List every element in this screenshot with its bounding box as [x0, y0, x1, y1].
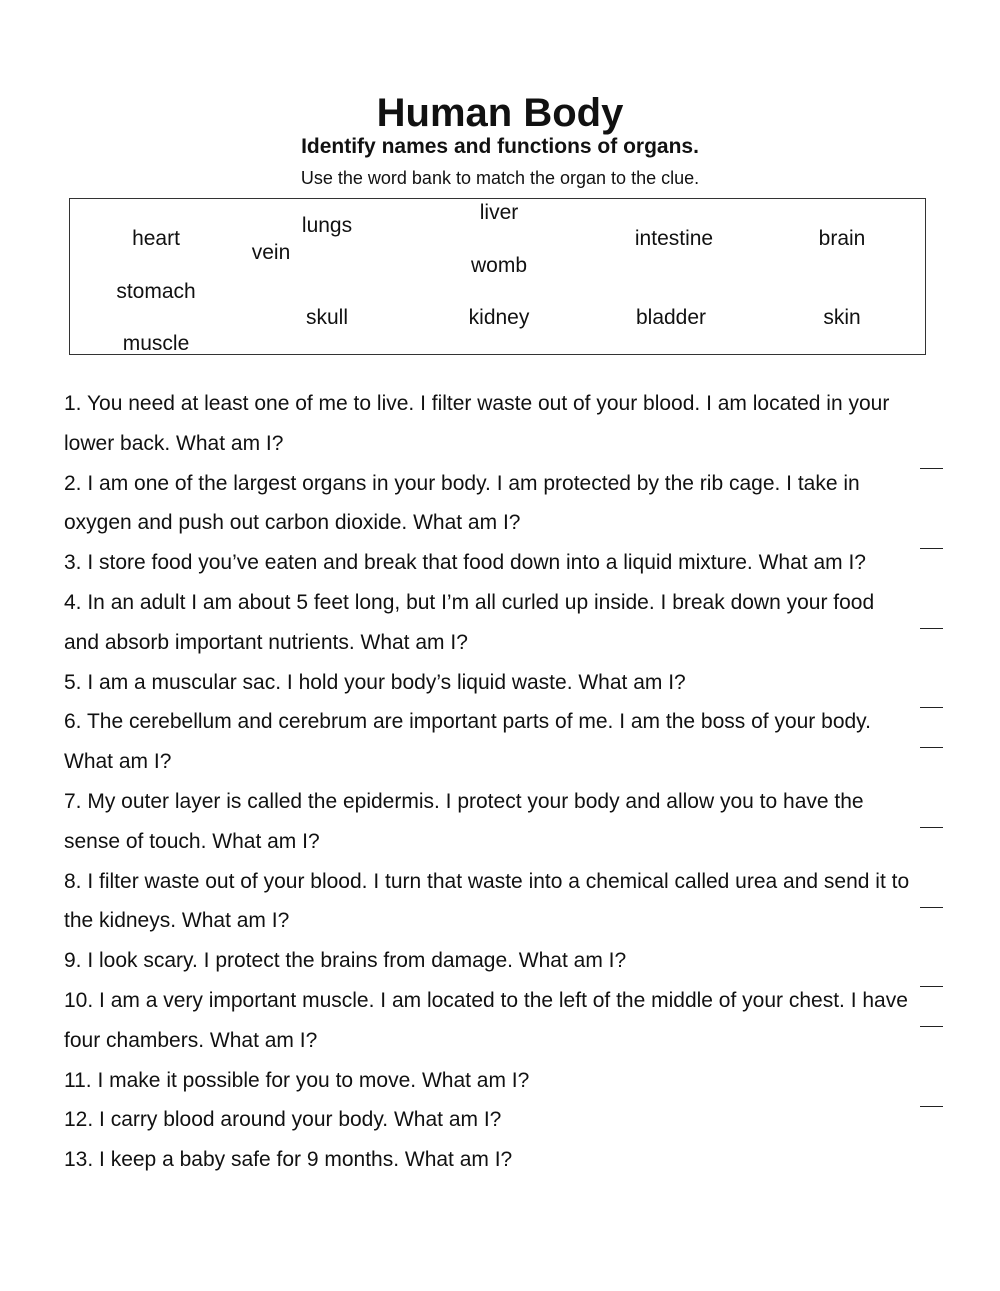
word-bank-item[interactable]: heart	[132, 227, 180, 250]
answer-blank-2[interactable]	[920, 548, 943, 549]
word-bank-item[interactable]: lungs	[301, 214, 353, 237]
word-bank-item[interactable]: skin	[823, 306, 861, 329]
question-11: 11. I make it possible for you to move. What am I?	[64, 1068, 530, 1092]
question-13: 13. I keep a baby safe for 9 months. What am I?	[64, 1148, 513, 1172]
page-title: Human Body	[376, 91, 624, 135]
word-bank-item[interactable]: womb	[470, 254, 528, 277]
word-bank-item[interactable]: stomach	[116, 280, 196, 303]
answer-blank-6[interactable]	[920, 827, 943, 828]
word-bank-item[interactable]: liver	[479, 201, 519, 224]
question-4: 4. In an adult I am about 5 feet long, but I’m all curled up inside. I break down your food and absorb important nutrients. What am I?	[64, 590, 875, 654]
word-bank-item[interactable]: brain	[818, 227, 866, 250]
answer-blank-1[interactable]	[920, 468, 943, 469]
answer-blank-4[interactable]	[920, 707, 943, 708]
word-bank-item[interactable]: bladder	[635, 306, 707, 329]
page-subtitle: Identify names and functions of organs.	[301, 135, 699, 158]
word-bank-item[interactable]: skull	[305, 306, 349, 329]
answer-blank-5[interactable]	[920, 747, 943, 748]
question-9: 9. I look scary. I protect the brains from damage. What am I?	[64, 949, 627, 973]
question-7: 7. My outer layer is called the epidermis. I protect your body and allow you to have the sense of touch. What am I?	[64, 789, 864, 853]
instructions: Use the word bank to match the organ to the clue.	[300, 168, 700, 188]
question-3: 3. I store food you’ve eaten and break that food down into a liquid mixture. What am I?	[64, 551, 866, 575]
question-1: 1. You need at least one of me to live. I filter waste out of your blood. I am located in your lower back. What am I?	[64, 392, 890, 455]
question-12: 12. I carry blood around your body. What am I?	[64, 1108, 502, 1132]
word-bank-item[interactable]: vein	[251, 241, 291, 264]
word-bank-item[interactable]: intestine	[634, 227, 714, 250]
question-6: 6. The cerebellum and cerebrum are important parts of me. I am the boss of your body. What am I?	[64, 710, 871, 774]
answer-blank-9[interactable]	[920, 1026, 943, 1027]
question-list	[64, 384, 914, 1180]
question-2: 2. I am one of the largest organs in your body. I am protected by the rib cage. I take in oxygen and push out carbon dioxide. What am I?	[64, 471, 860, 535]
question-5: 5. I am a muscular sac. I hold your body’s liquid waste. What am I?	[64, 670, 686, 694]
word-bank-item[interactable]: kidney	[468, 306, 530, 329]
word-bank-item[interactable]: muscle	[122, 332, 190, 355]
answer-blank-8[interactable]	[920, 986, 943, 987]
word-bank	[69, 198, 926, 355]
question-10: 10. I am a very important muscle. I am located to the left of the middle of your chest. I have four chambers. What am I?	[64, 988, 908, 1052]
question-8: 8. I filter waste out of your blood. I turn that waste into a chemical called urea and send it to the kidneys. What am I?	[64, 869, 910, 933]
answer-blank-10[interactable]	[920, 1106, 943, 1107]
answer-blank-3[interactable]	[920, 628, 943, 629]
answer-blank-7[interactable]	[920, 907, 943, 908]
